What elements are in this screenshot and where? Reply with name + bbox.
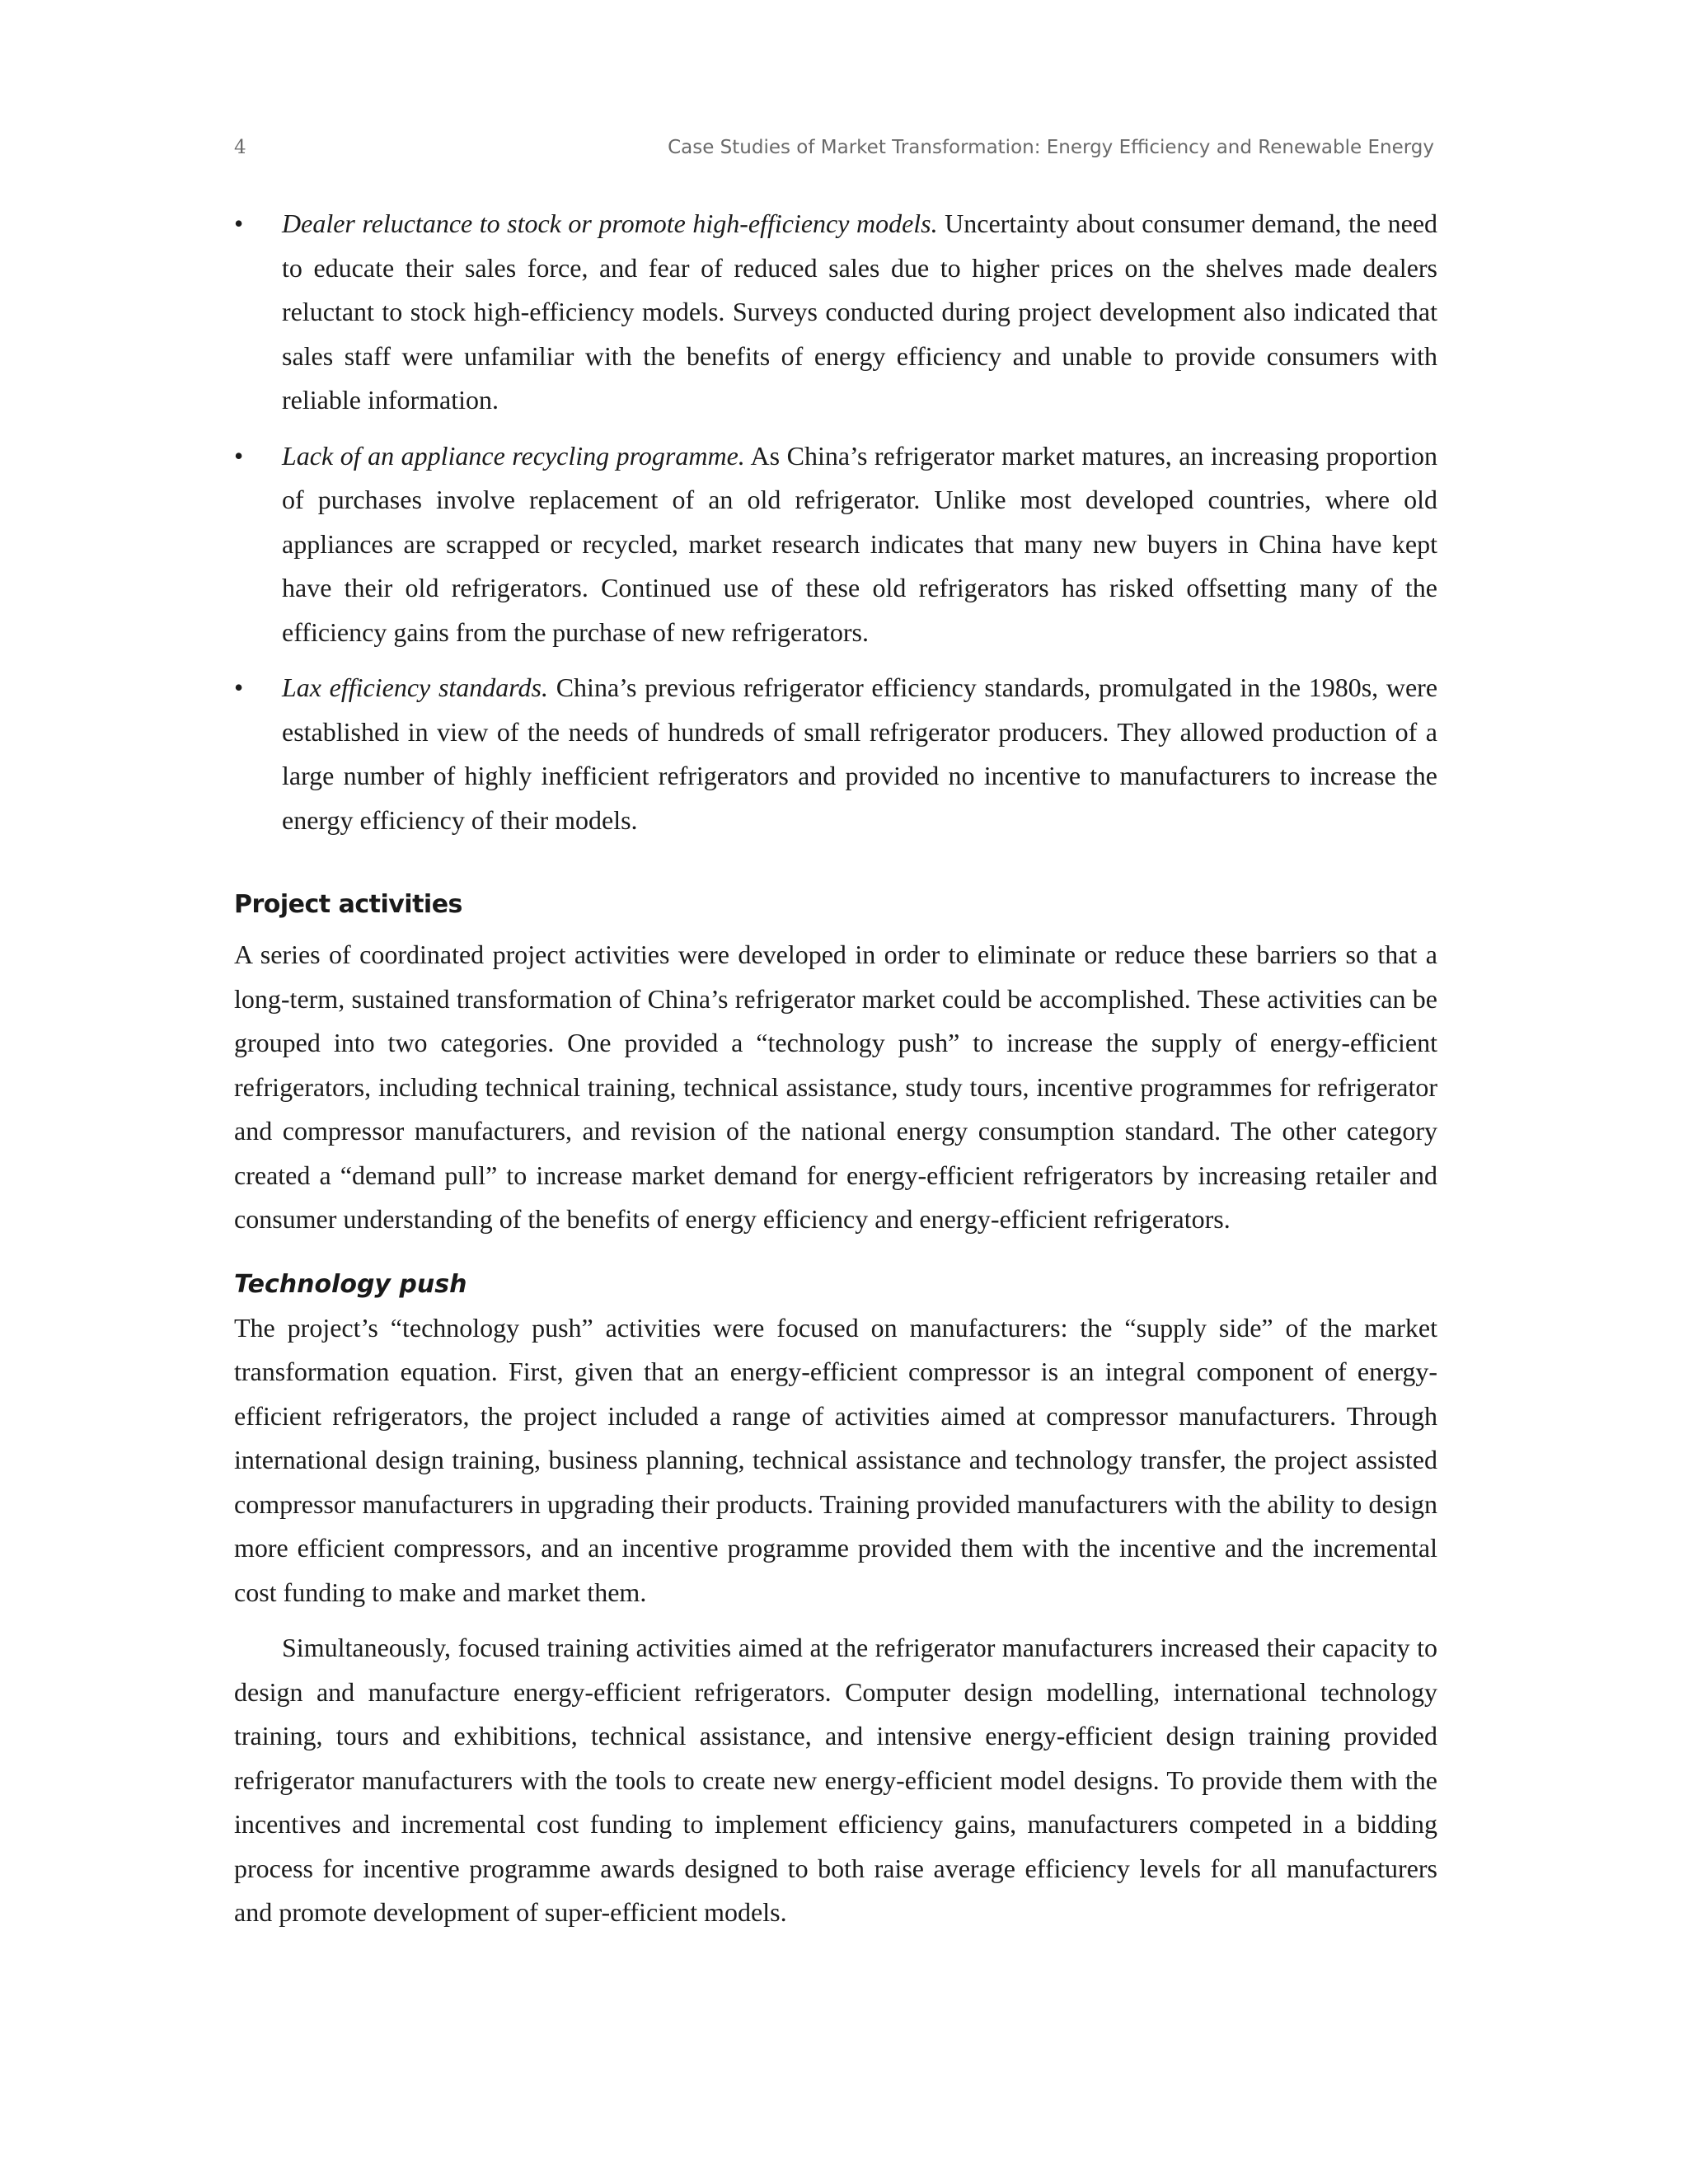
list-item xyxy=(234,202,1437,423)
barriers-list xyxy=(234,202,1437,842)
bullet-text: China’s previous refrigerator efficiency standards, promulgated in the 1980s, were established in view of the needs of hundreds of small refrigerator producers. They allowed production of a large number of highly inefficient refrigerators and provided no incentive to manufacturers to increase the energy efficiency of their models. xyxy=(282,673,1438,835)
section-heading-project-activities: Project activities xyxy=(234,890,462,919)
bullet-text: Uncertainty about consumer demand, the need to educate their sales force, and fear of reduced sales due to higher prices on the shelves made dealers reluctant to stock high-efficiency models. Surveys conducted during project development also indicated that sales staff were unfamiliar with the benefits of energy efficiency and unable to provide consumers with reliable information. xyxy=(282,209,1438,415)
page-number: 4 xyxy=(234,137,246,158)
bullet-mark: • xyxy=(234,209,244,238)
running-title: Case Studies of Market Transformation: Energy Efficiency and Renewable Energy xyxy=(668,137,1434,158)
technology-push-paragraph-2: Simultaneously, focused training activities aimed at the refrigerator manufacturers increased their capacity to design and manufacture energy-efficient refrigerators. Computer design modelling, international technology training, tours and exhibitions, technical assistance, and intensive energy-efficient design training provided refrigerator manufacturers with the tools to create new energy-efficient model designs. To provide them with the incentives and incremental cost funding to implement efficiency gains, manufacturers competed in a bidding process for incentive programme awards designed to both raise average efficiency levels for all manufacturers and promote development of super-efficient models. xyxy=(234,1633,1437,1927)
body-text xyxy=(234,202,1437,1935)
bullet-mark: • xyxy=(234,673,244,702)
bullet-text: As China’s refrigerator market matures, an increasing proportion of purchases involve replacement of an old refrigerator. Unlike most developed countries, where old appliances are scrapped or recycled, market research indicates that many new buyers in China have kept have their old refrigerators. Continued use of these old refrigerators has risked offsetting many of the efficiency gains from the purchase of new refrigerators. xyxy=(282,440,1438,647)
project-activities-paragraph: A series of coordinated project activities were developed in order to eliminate or reduce these barriers so that a long-term, sustained transformation of China’s refrigerator market could be accomplished. These activities can be grouped into two categories. One provided a “technology push” to increase the supply of energy-efficient refrigerators, including technical training, technical assistance, study tours, incentive programmes for refrigerator and compressor manufacturers, and revision of the national energy consumption standard. The other category created a “demand pull” to increase market demand for energy-efficient refrigerators by increasing retailer and consumer understanding of the benefits of energy efficiency and energy-efficient refrigerators. xyxy=(234,940,1437,1234)
bullet-mark: • xyxy=(234,440,244,471)
bullet-lead: Lack of an appliance recycling programme. xyxy=(282,440,745,471)
bullet-lead: Dealer reluctance to stock or promote high-efficiency models. xyxy=(282,209,938,238)
technology-push-paragraph-1: The project’s “technology push” activities were focused on manufacturers: the “supply side” of the market transformation equation. First, given that an energy-efficient compressor is an integral component of energy-efficient refrigerators, the project included a range of activities aimed at compressor manufacturers. Through international design training, business planning, technical assistance and technology transfer, the project assisted compressor manufacturers in upgrading their products. Training provided manufacturers with the ability to design more efficient compressors, and an incentive programme provided them with the incentive and the incremental cost funding to make and market them. xyxy=(234,1312,1437,1607)
running-header xyxy=(234,137,1434,170)
subsection-heading-technology-push: Technology push xyxy=(234,1269,467,1299)
list-item xyxy=(234,666,1437,842)
bullet-lead: Lax efficiency standards. xyxy=(282,673,549,702)
list-item xyxy=(234,434,1437,655)
